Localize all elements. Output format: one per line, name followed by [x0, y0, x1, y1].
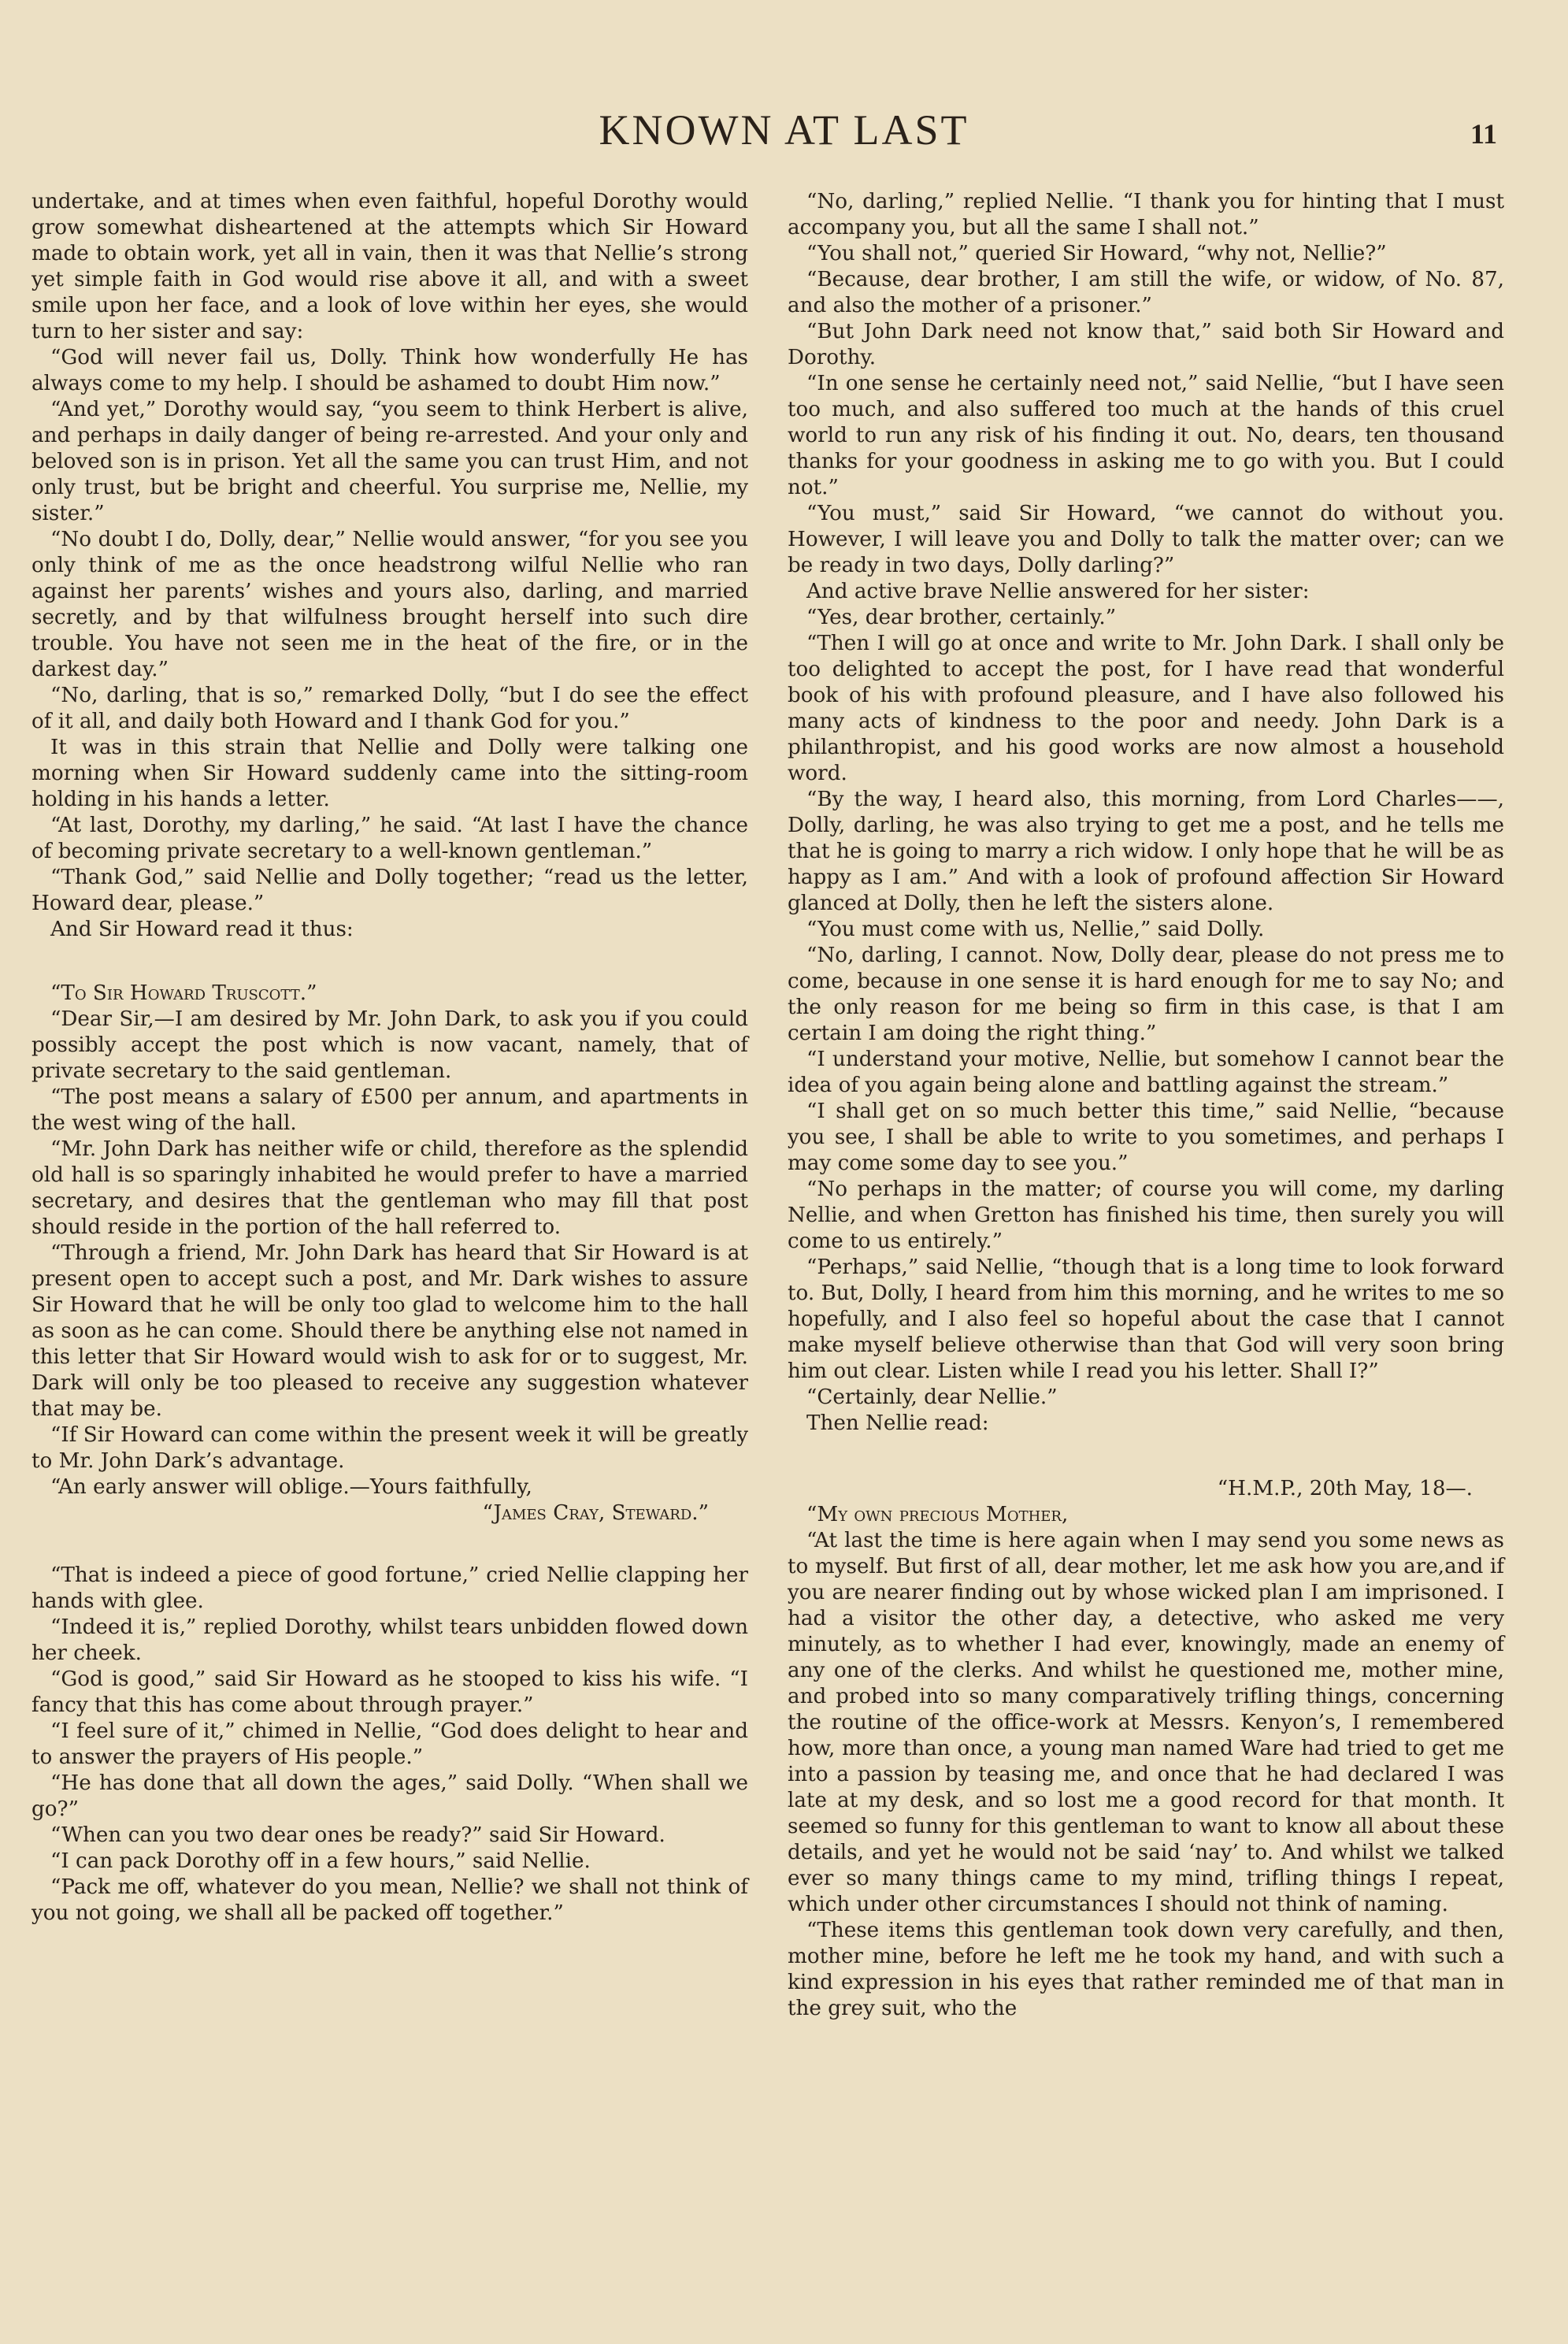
paragraph: “Certainly, dear Nellie.” [806, 1385, 1058, 1409]
letter-paragraph: “Dear Sir,—I am desired by Mr. John Dark, to ask you if you could possibly accept the post which is now vacant, namely, that of private secretary to the said gentleman. [32, 1007, 748, 1083]
paragraph: “And yet,” Dorothy would say, “you seem to think Herbert is alive, and perhaps in daily danger of being re-arrested. And your only and beloved son is in prison. Yet all the same you can trust Him, and not only trust, but be bright and cheerful. You surprise me, Nellie, my sister.” [32, 398, 748, 525]
paragraph: And active brave Nellie answered for her sister: [806, 580, 1310, 603]
paragraph: “I feel sure of it,” chimed in Nellie, “God does delight to hear and to answer the prayers of His people.” [32, 1719, 748, 1769]
letter-dateline: “H.M.P., 20th May, 18—. [1217, 1477, 1473, 1500]
paragraph: “When can you two dear ones be ready?” said Sir Howard. [50, 1823, 665, 1847]
paragraph: And Sir Howard read it thus: [50, 918, 354, 941]
paragraph: “You must,” said Sir Howard, “we cannot do without you. However, I will leave you and Dolly to talk the matter over; can we be ready in two days, Dolly darling?” [788, 502, 1504, 577]
paragraph: “In one sense he certainly need not,” said Nellie, “but I have seen too much, and also suffered too much at the hands of this cruel world to run any risk of his finding it out. No, dears, ten thousand thanks for your goodness in asking me to go with you. But I could not.” [788, 372, 1504, 499]
letter-paragraph: “If Sir Howard can come within the present week it will be greatly to Mr. John Dark’s advantage. [32, 1423, 748, 1473]
letter-paragraph: “At last the time is here again when I may send you some news as to myself. But first of all, dear mother, let me ask how you are,and if you are nearer finding out by whose wicked plan I am imprisoned. I had a visitor the other day, a detective, who asked me very minutely, as to whether I had ever, knowingly, made an enemy of any one of the clerks. And whilst he questioned me, mother mine, and probed into so many comparatively trifling things, concerning the routine of the office-work at Messrs. Kenyon’s, I remembered how, more than once, a young man named Ware had tried to get me into a passion by teasing me, and once that he had declared I was late at my desk, and so lost me a good record for that month. It seemed so funny for this gentleman to want to know all about these details, and yet he would not be said ‘nay’ to. And whilst we talked ever so many things came to my mind, trifling things I repeat, which under other circumstances I should not think of naming. [788, 1529, 1504, 1916]
right-column [788, 189, 1504, 2022]
letter-paragraph: “Through a friend, Mr. John Dark has heard that Sir Howard is at present open to accept such a post, and Mr. Dark wishes to assure Sir Howard that he will be only too glad to welcome him to the hall as soon as he can come. Should there be anything else not named in this letter that Sir Howard would wish to ask for or to suggest, Mr. Dark will only be too pleased to receive any suggestion whatever that may be. [32, 1241, 748, 1421]
paragraph: “Pack me off, whatever do you mean, Nellie? we shall not think of you not going, we shall all be packed off together.” [32, 1875, 748, 1925]
paragraph: “That is indeed a piece of good fortune,” cried Nellie clapping her hands with glee. [32, 1563, 748, 1613]
paragraph: It was in this strain that Nellie and Dolly were talking one morning when Sir Howard suddenly came into the sitting-room holding in his hands a letter. [32, 736, 748, 811]
page-header [0, 102, 1568, 158]
paragraph: “But John Dark need not know that,” said both Sir Howard and Dorothy. [788, 320, 1504, 369]
paragraph: “Yes, dear brother, certainly.” [806, 606, 1117, 629]
paragraph: “Because, dear brother, I am still the wife, or widow, of No. 87, and also the mother of a prisoner.” [788, 268, 1504, 317]
paragraph: “He has done that all down the ages,” said Dolly. “When shall we go?” [32, 1771, 748, 1821]
paragraph: “You must come with us, Nellie,” said Dolly. [806, 918, 1265, 941]
paragraph: undertake, and at times when even faithful, hopeful Dorothy would grow somewhat disheartened at the attempts which Sir Howard made to obtain work, yet all in vain, then it was that Nellie’s strong yet simple faith in God would rise above it all, and with a sweet smile upon her face, and a look of love within her eyes, she would turn to her sister and say: [32, 190, 748, 343]
letter-salutation: “My own precious Mother, [806, 1503, 1069, 1526]
letter-signature: “James Cray, Steward.” [482, 1501, 709, 1525]
paragraph: “I shall get on so much better this time,” said Nellie, “because you see, I shall be able to write to you sometimes, and perhaps I may come some day to see you.” [788, 1100, 1504, 1175]
paragraph: “No, darling, that is so,” remarked Dolly, “but I do see the effect of it all, and daily both Howard and I thank God for you.” [32, 684, 748, 733]
paragraph: “God will never fail us, Dolly. Think how wonderfully He has always come to my help. I should be ashamed to doubt Him now.” [32, 346, 748, 395]
paragraph: “Perhaps,” said Nellie, “though that is a long time to look forward to. But, Dolly, I heard from him this morning, and he writes to me so hopefully, and I also feel so hopeful about the case that I cannot make myself believe otherwise than that God will very soon bring him out clear. Listen while I read you his letter. Shall I?” [788, 1255, 1504, 1383]
paragraph: “I understand your motive, Nellie, but somehow I cannot bear the idea of you again being alone and battling against the stream.” [788, 1048, 1504, 1097]
paragraph: Then Nellie read: [806, 1411, 989, 1435]
letter-paragraph: “The post means a salary of £500 per annum, and apartments in the west wing of the hall. [32, 1085, 748, 1135]
letter-paragraph: “Mr. John Dark has neither wife or child, therefore as the splendid old hall is so sparingly inhabited he would prefer to have a married secretary, and desires that the gentleman who may fill that post should reside in the portion of the hall referred to. [32, 1137, 748, 1239]
paragraph: “Then I will go at once and write to Mr. John Dark. I shall only be too delighted to accept the post, for I have read that wonderful book of his with profound pleasure, and I have also followed his many acts of kindness to the poor and needy. John Dark is a philanthropist, and his good works are now almost a household word. [788, 632, 1504, 785]
paragraph: “No, darling,” replied Nellie. “I thank you for hinting that I must accompany you, but all the same I shall not.” [788, 190, 1504, 239]
paragraph: “I can pack Dorothy off in a few hours,” said Nellie. [50, 1849, 591, 1873]
paragraph: “No, darling, I cannot. Now, Dolly dear, please do not press me to come, because in one sense it is hard enough for me to say No; and the only reason for me being so firm in this case, is that I am certain I am doing the right thing.” [788, 944, 1504, 1045]
paragraph: “No doubt I do, Dolly, dear,” Nellie would answer, “for you see you only think of me as the once headstrong wilful Nellie who ran against her parents’ wishes and yours also, darling, and married secretly, and by that wilfulness brought herself into such dire trouble. You have not seen me in the heat of the fire, or in the darkest day.” [32, 528, 748, 681]
left-column [32, 189, 748, 1927]
letter-closing: “An early answer will oblige.—Yours faithfully, [50, 1475, 532, 1499]
page-number: 11 [1470, 118, 1497, 150]
paragraph: “God is good,” said Sir Howard as he stooped to kiss his wife. “I fancy that this has come about through prayer.” [32, 1667, 748, 1717]
paragraph: “Indeed it is,” replied Dorothy, whilst tears unbidden flowed down her cheek. [32, 1615, 748, 1665]
paragraph: “No perhaps in the matter; of course you will come, my darling Nellie, and when Gretton has finished his time, then surely you will come to us entirely.” [788, 1178, 1504, 1253]
paragraph: “Thank God,” said Nellie and Dolly together; “read us the letter, Howard dear, please.” [32, 866, 748, 915]
paragraph: “By the way, I heard also, this morning, from Lord Charles——, Dolly, darling, he was also trying to get me a post, and he tells me that he is going to marry a rich widow. I only hope that he will be as happy as I am.” And with a look of profound affection Sir Howard glanced at Dolly, then he left the sisters alone. [788, 788, 1504, 915]
running-title: KNOWN AT LAST [599, 106, 969, 154]
paragraph: “You shall not,” queried Sir Howard, “why not, Nellie?” [806, 242, 1387, 265]
letter-salutation: “To Sir Howard Truscott.” [50, 981, 317, 1005]
paragraph: “At last, Dorothy, my darling,” he said. “At last I have the chance of becoming private secretary to a well-known gentleman.” [32, 814, 748, 863]
letter-paragraph: “These items this gentleman took down very carefully, and then, mother mine, before he left me he took my hand, and with such a kind expression in his eyes that rather reminded me of that man in the grey suit, who the [788, 1919, 1504, 2020]
